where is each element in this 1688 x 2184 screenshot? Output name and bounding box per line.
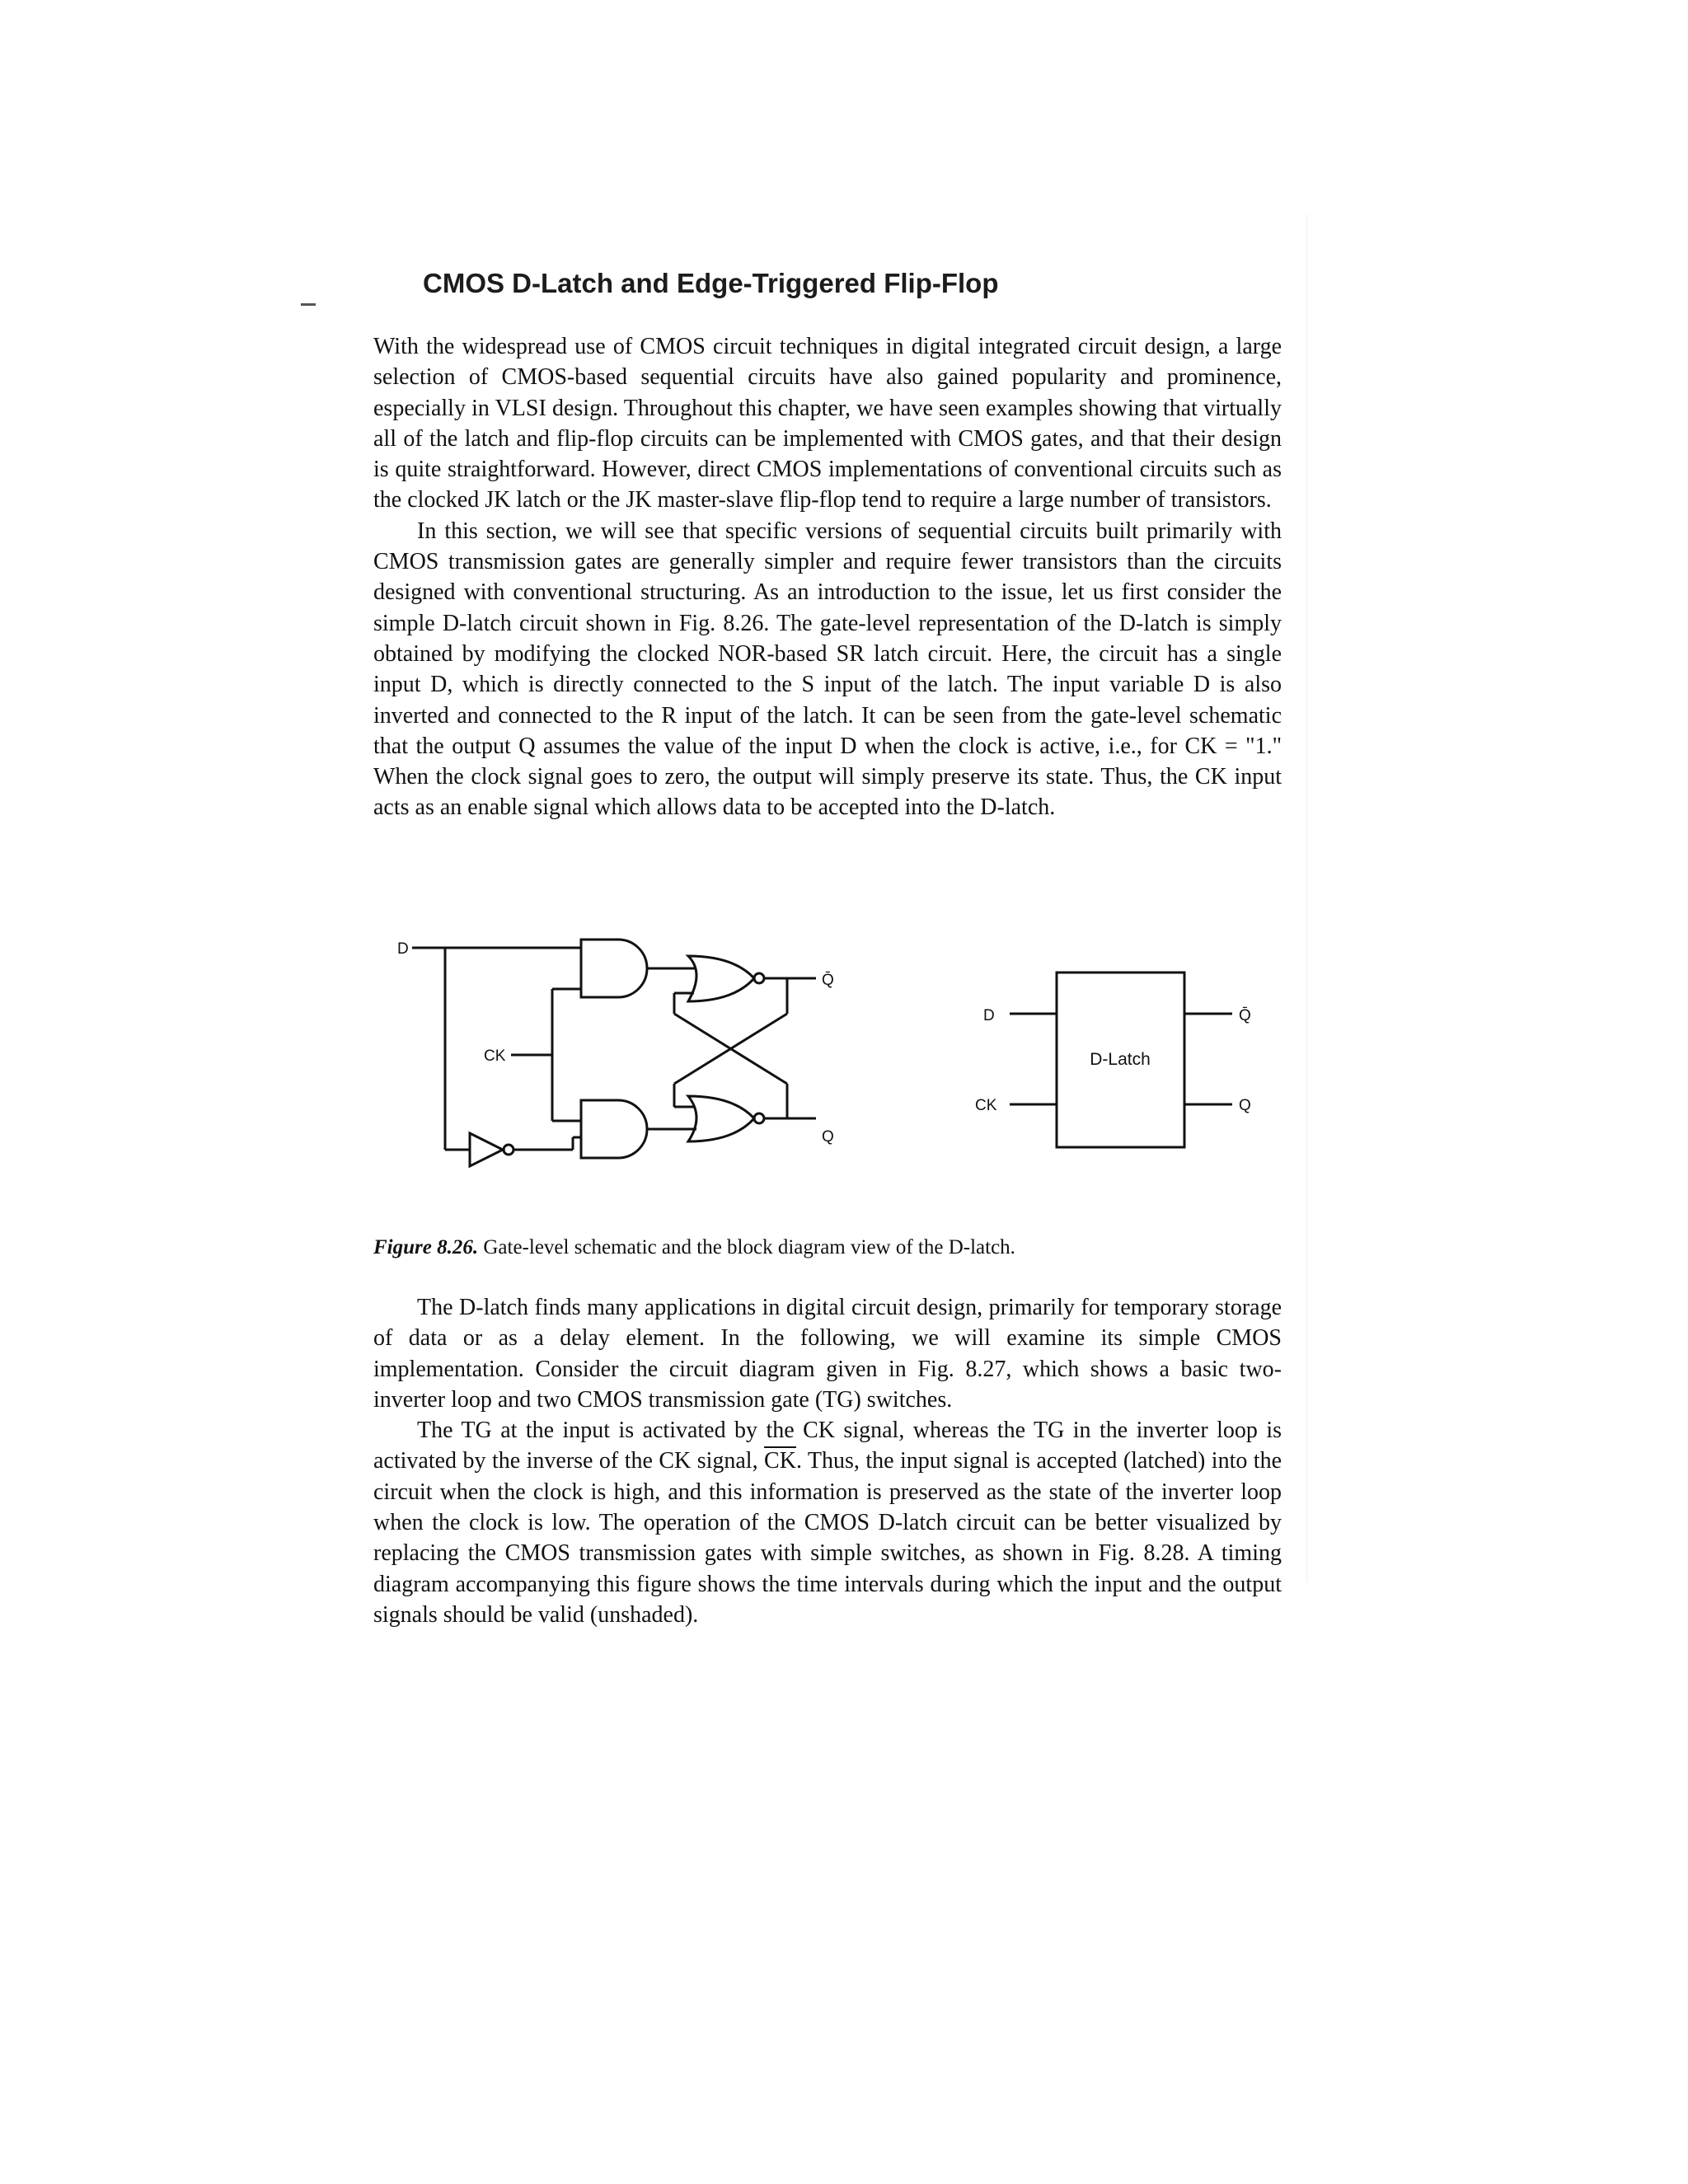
body-text-top [373, 331, 1282, 823]
figure-caption [373, 1236, 1015, 1259]
section-heading: CMOS D-Latch and Edge-Triggered Flip-Flop [423, 268, 999, 298]
paragraph [373, 1415, 1282, 1630]
figure-8-26 [387, 927, 1294, 1207]
body-text-bottom [373, 1292, 1282, 1630]
block-label-q: Q [1239, 1097, 1251, 1114]
label-qbar: Q̄ [822, 972, 834, 989]
paragraph: In this section, we will see that specific versions of sequential circuits built primarily with CMOS transmission gates are generally simpler and require fewer transistors than the circuits designed with conventional structuring. As an introduction to the issue, let us first consider the simple D-latch circuit shown in Fig. 8.26. The gate-level representation of the D-latch is simply obtained by modifying the clocked NOR-based SR latch circuit. Here, the circuit has a single input D, which is directly connected to the S input of the latch. The input variable D is also inverted and connected to the R input of the latch. It can be seen from the gate-level schematic that the output Q assumes the value of the input D when the clock is active, i.e., for CK = "1." When the clock signal goes to zero, the output will simply preserve its state. Thus, the CK input acts as an enable signal which allows data to be accepted into the D-latch. [373, 518, 1282, 821]
block-label-d: D [983, 1007, 995, 1024]
block-name: D-Latch [1090, 1050, 1151, 1069]
label-ck: CK [484, 1047, 506, 1065]
block-label-ck: CK [975, 1097, 997, 1114]
ck-bar: $\overline{CK}$ [764, 1448, 796, 1474]
label-d: D [397, 940, 409, 958]
nor-gate-top [688, 956, 754, 1001]
paragraph: With the widespread use of CMOS circuit techniques in digital integrated circuit design, a large selection of CMOS-based sequential circuits have also gained popularity and prominence, especially in VLSI design. Throughout this chapter, we have seen examples showing that virtually all of the latch and flip-flop circuits can be implemented with CMOS gates, and that their design is quite straightforward. However, direct CMOS implementations of conventional circuits such as the clocked JK latch or the JK master-slave flip-flop tend to require a large number of transistors. [373, 334, 1282, 513]
d-latch-diagram [387, 927, 1294, 1207]
and-gate-top [581, 940, 647, 997]
and-gate-bottom [581, 1100, 647, 1158]
paragraph: The D-latch finds many applications in digital circuit design, primarily for temporary storage of data or as a delay element. In the following, we will examine its simple CMOS implementation. Consider the circuit diagram given in Fig. 8.27, which shows a basic two-inverter loop and two CMOS transmission gate (TG) switches. [373, 1295, 1282, 1413]
label-q: Q [822, 1128, 834, 1146]
paragraph-part: The TG at the input is activated by the CK signal, whereas the TG in the inverter loop is activated by the inverse of the CK signal, [373, 1418, 1282, 1474]
figure-label: Figure 8.26. [373, 1236, 479, 1258]
paragraph-part: . Thus, the input signal is accepted (latched) into the circuit when the clock is high, and this information is preserved as the state of the inverter loop when the clock is low. The operation of the CMOS D-latch circuit can be better visualized by replacing the CMOS transmission gates with simple switches, as shown in Fig. 8.28. A timing diagram accompanying this figure shows the time intervals during which the input and the output signals should be valid (unshaded). [373, 1448, 1282, 1628]
block-label-qbar: Q̄ [1239, 1007, 1251, 1024]
inverter-gate [470, 1133, 503, 1166]
margin-mark [301, 303, 316, 306]
nor-gate-bottom [688, 1096, 754, 1141]
figure-caption-text: Gate-level schematic and the block diagram view of the D-latch. [483, 1236, 1015, 1258]
scan-edge [1306, 214, 1307, 1582]
